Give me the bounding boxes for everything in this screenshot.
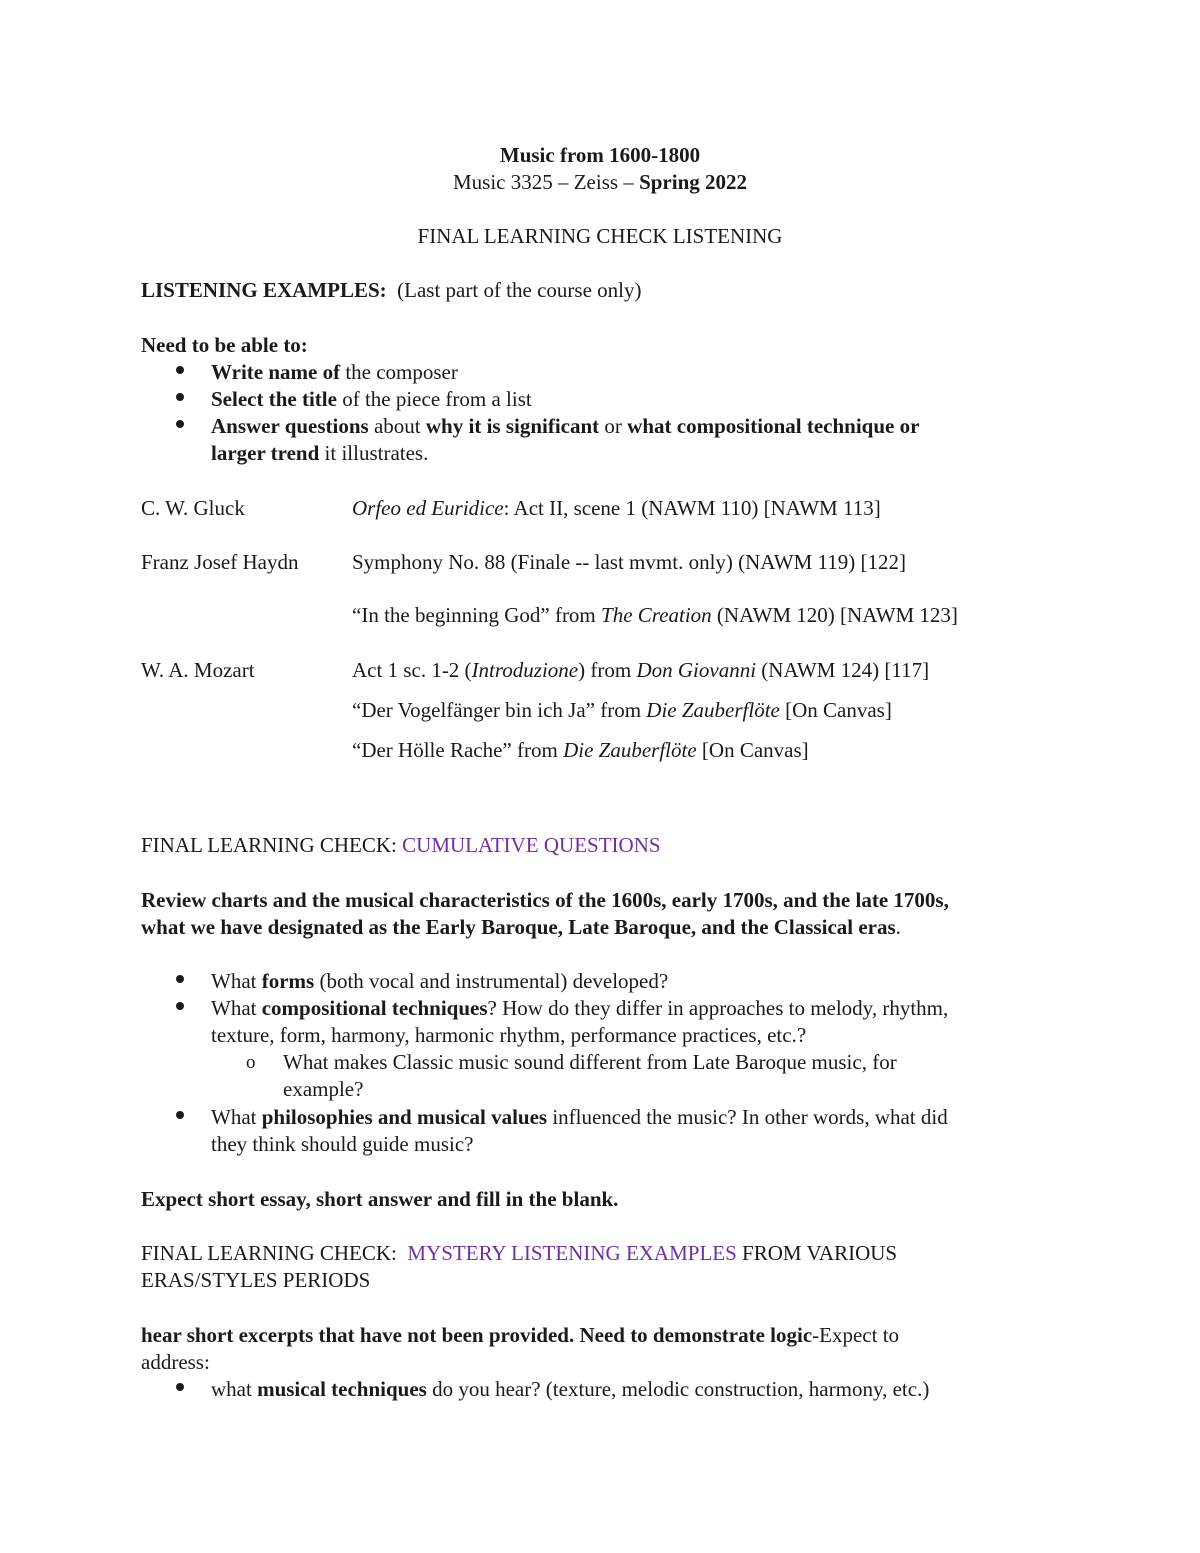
bullet-icon — [176, 975, 184, 983]
work-symphony-88: Symphony No. 88 (Finale -- last mvmt. only) (NAWM 119) [122] — [352, 550, 906, 574]
composer-gluck: C. W. Gluck — [141, 496, 245, 520]
list-item-continuation: they think should guide music? — [211, 1132, 474, 1156]
list-item: Select the title of the piece from a list — [211, 387, 532, 411]
list-item: What compositional techniques? How do they differ in approaches to melody, rhythm, — [211, 996, 949, 1020]
separator: – — [618, 170, 640, 194]
separator: – — [552, 170, 574, 194]
cumulative-heading: FINAL LEARNING CHECK: CUMULATIVE QUESTIONS — [141, 833, 661, 857]
listening-examples-label: LISTENING EXAMPLES: — [141, 278, 387, 302]
mystery-heading-line2: ERAS/STYLES PERIODS — [141, 1268, 371, 1292]
sub-list-item-continuation: example? — [283, 1077, 364, 1101]
work-don-giovanni: Act 1 sc. 1-2 (Introduzione) from Don Giovanni (NAWM 124) [117] — [352, 658, 930, 682]
list-item: What forms (both vocal and instrumental) developed? — [211, 969, 669, 993]
term: Spring 2022 — [639, 170, 748, 194]
list-item: What philosophies and musical values influenced the music? In other words, what did — [211, 1105, 948, 1129]
section-heading: FINAL LEARNING CHECK LISTENING — [417, 224, 783, 248]
course-info — [0, 169, 1200, 196]
mystery-intro: hear short excerpts that have not been provided. Need to demonstrate logic-Expect to — [141, 1323, 900, 1347]
bullet-icon — [176, 366, 184, 374]
bullet-icon — [176, 1002, 184, 1010]
mystery-heading: FINAL LEARNING CHECK: MYSTERY LISTENING EXAMPLES FROM VARIOUS — [141, 1241, 898, 1265]
bullet-icon — [176, 1111, 184, 1119]
instructor: Zeiss — [573, 170, 619, 194]
mystery-intro-line2: address: — [141, 1350, 210, 1374]
work-holle-rache: “Der Hölle Rache” from Die Zauberflöte [On Canvas] — [352, 738, 809, 762]
sub-bullet-icon: o — [246, 1052, 256, 1073]
list-item: what musical techniques do you hear? (texture, melodic construction, harmony, etc.) — [211, 1377, 930, 1401]
work-orfeo: Orfeo ed Euridice: Act II, scene 1 (NAWM 110) [NAWM 113] — [352, 496, 881, 520]
composer-mozart: W. A. Mozart — [141, 658, 255, 682]
bullet-icon — [176, 393, 184, 401]
work-vogelfanger: “Der Vogelfänger bin ich Ja” from Die Zauberflöte [On Canvas] — [352, 698, 892, 722]
list-item: Answer questions about why it is significant or what compositional technique or — [211, 414, 920, 438]
review-text-line1: Review charts and the musical characteristics of the 1600s, early 1700s, and the late 1700s, — [141, 888, 949, 912]
listening-examples-note: (Last part of the course only) — [397, 278, 642, 302]
list-item-continuation: larger trend it illustrates. — [211, 441, 429, 465]
listening-examples-line — [141, 277, 641, 304]
bullet-icon — [176, 420, 184, 428]
course-code: Music 3325 — [452, 170, 553, 194]
sub-list-item: What makes Classic music sound different from Late Baroque music, for — [283, 1050, 897, 1074]
list-item-continuation: texture, form, harmony, harmonic rhythm, performance practices, etc.? — [211, 1023, 807, 1047]
composer-haydn: Franz Josef Haydn — [141, 550, 299, 574]
list-item: Write name of the composer — [211, 360, 458, 384]
expect-note: Expect short essay, short answer and fill in the blank. — [141, 1187, 619, 1211]
need-label: Need to be able to: — [141, 333, 308, 357]
document-title: Music from 1600-1800 — [499, 143, 701, 167]
bullet-icon — [176, 1383, 184, 1391]
work-creation: “In the beginning God” from The Creation (NAWM 120) [NAWM 123] — [352, 603, 958, 627]
review-text-line2: what we have designated as the Early Baroque, Late Baroque, and the Classical eras. — [141, 915, 901, 939]
